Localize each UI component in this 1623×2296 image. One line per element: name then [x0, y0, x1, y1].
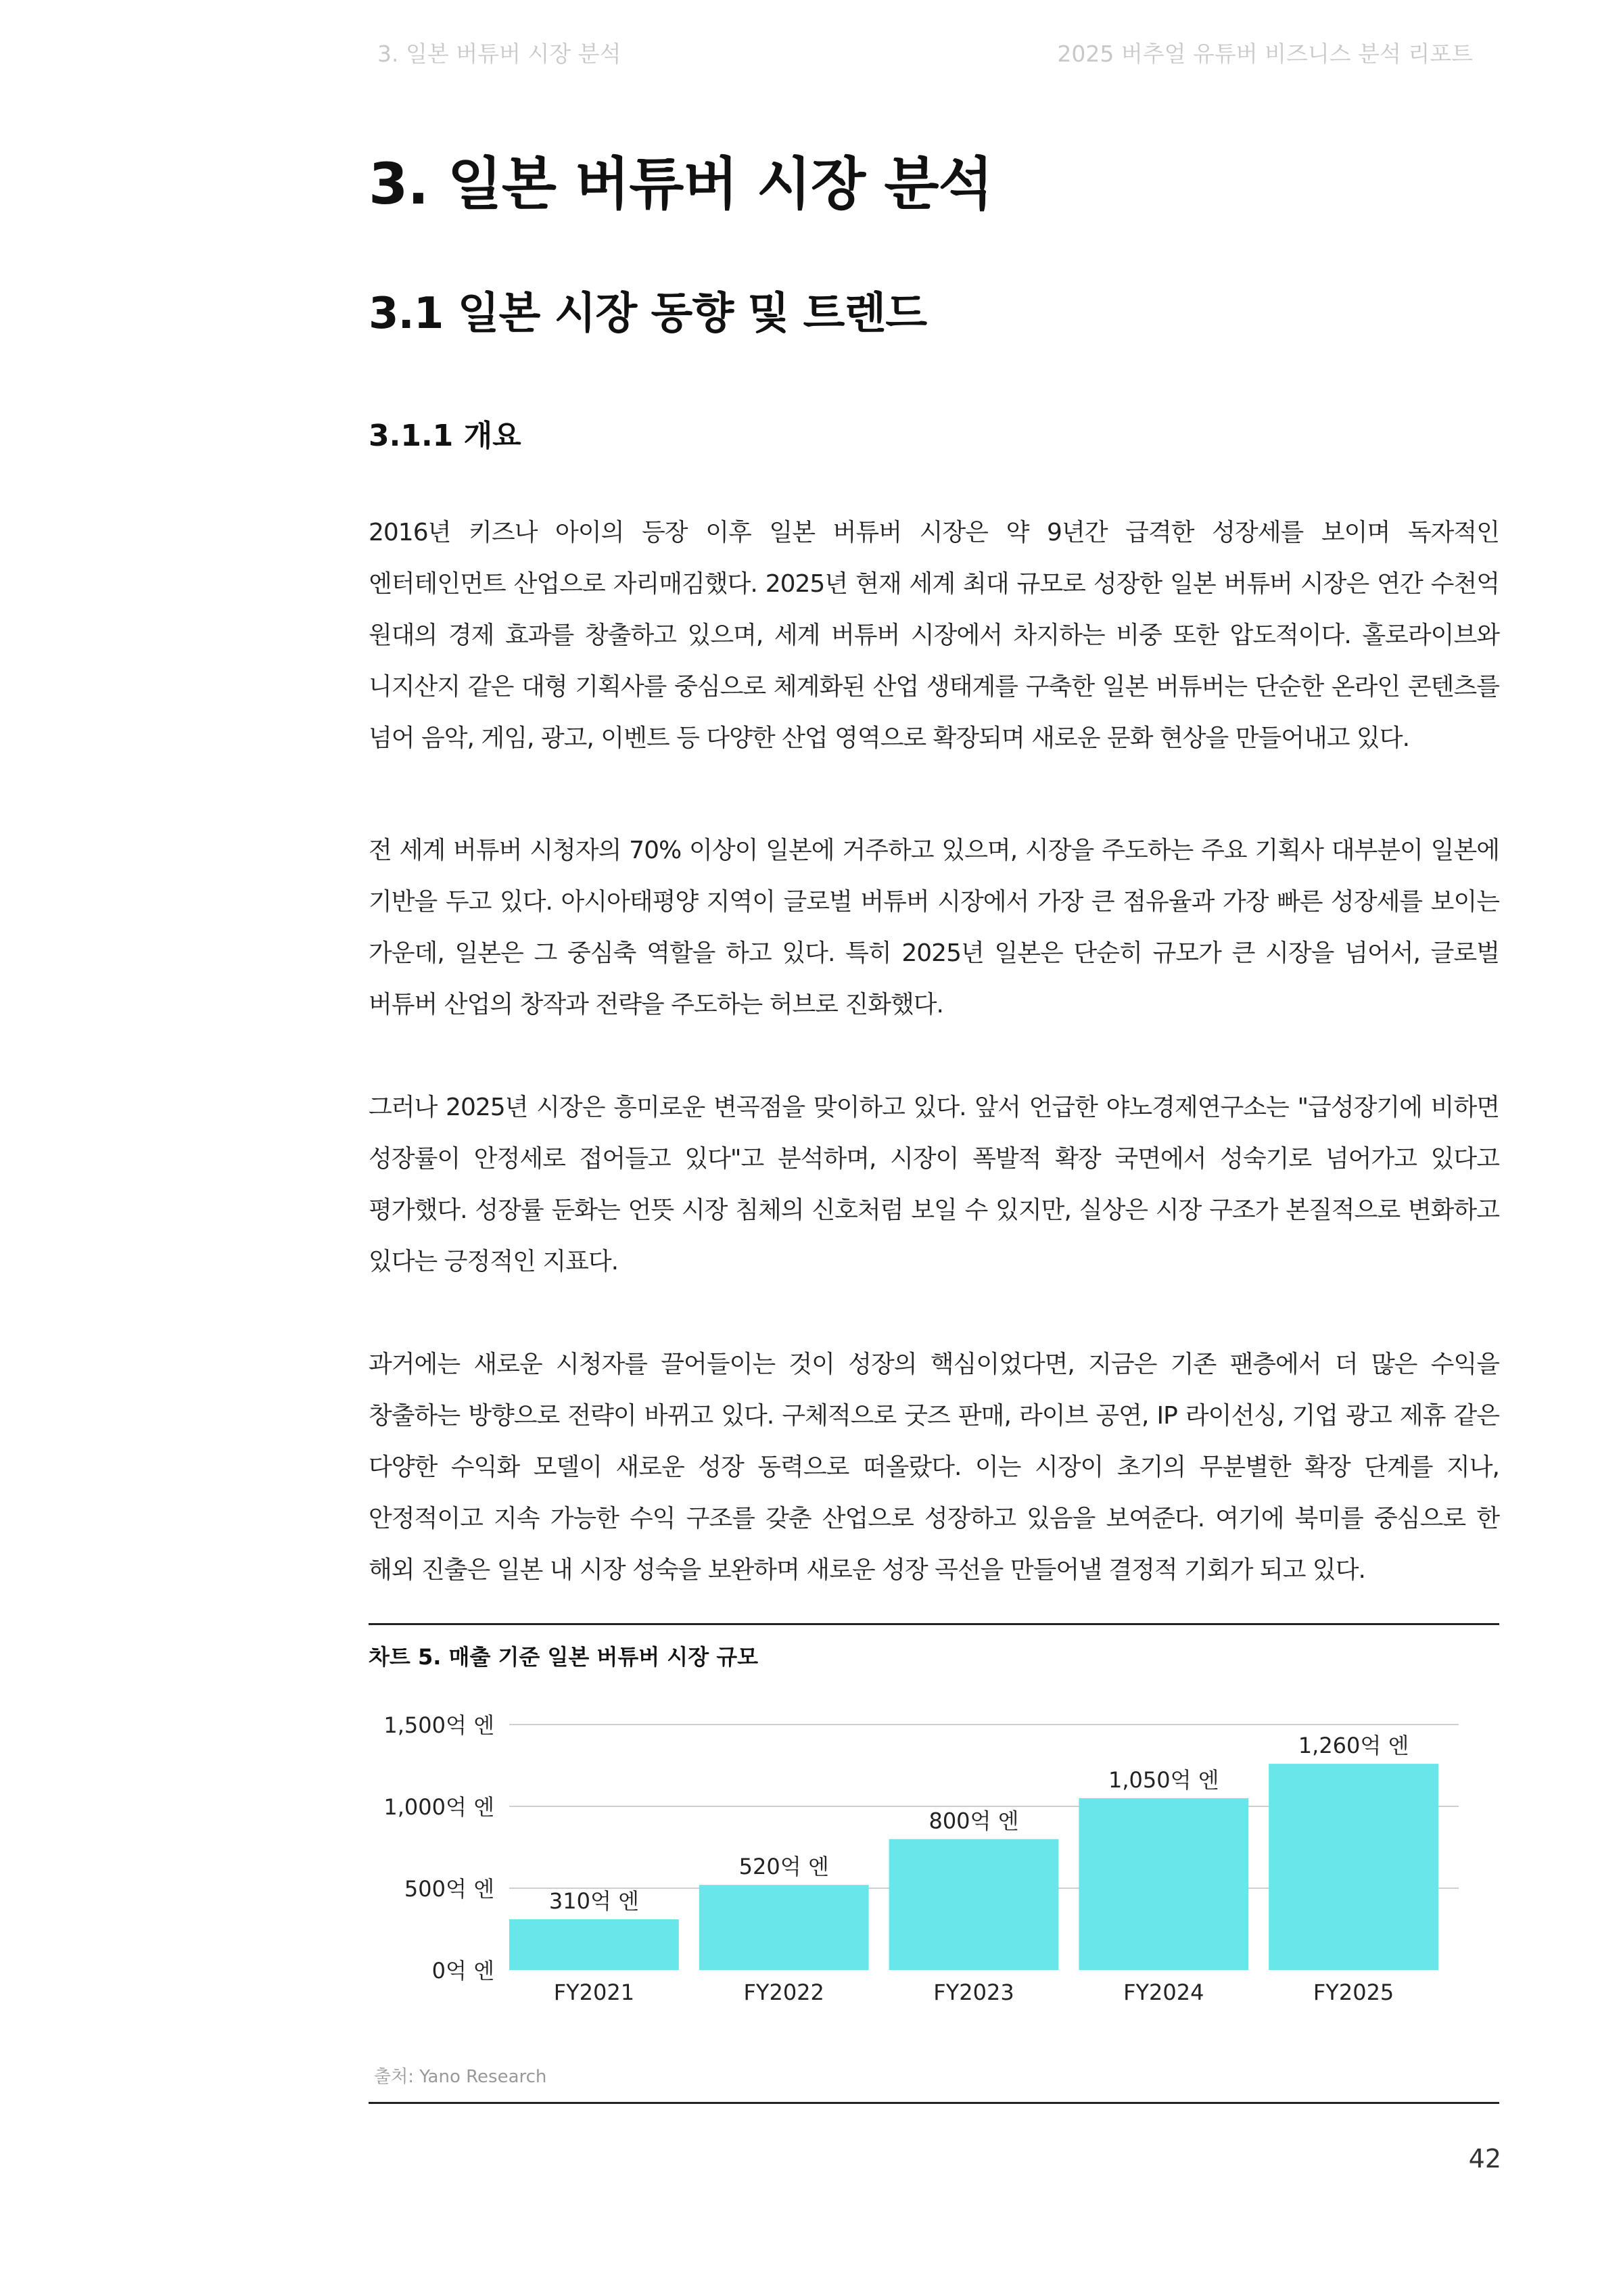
- x-tick-label: FY2024: [1123, 1979, 1204, 2005]
- data-label: 520억 엔: [738, 1854, 829, 1880]
- chart-title: 차트 5. 매출 기준 일본 버튜버 시장 규모: [369, 1644, 759, 1670]
- x-tick-label: FY2022: [743, 1979, 824, 2005]
- x-tick-label: FY2021: [553, 1979, 635, 2005]
- y-tick-label: 0억 엔: [431, 1958, 494, 1984]
- bar: [889, 1839, 1059, 1970]
- page-number: 42: [1468, 2144, 1501, 2174]
- bar-chart: [369, 1697, 1499, 2036]
- data-label: 1,050억 엔: [1108, 1766, 1219, 1793]
- paragraph-3: 그러나 2025년 시장은 흥미로운 변곡점을 맞이하고 있다. 앞서 언급한 야노경제연구소는 "급성장기에 비하면 성장률이 안정세로 접어들고 있다"고 분석하며, 시장이 폭발적 확장 국면에서 성숙기로 넘어가고 있다고 평가했다. 성장률 둔화는 언뜻 시장 침체의 신호처럼 보일 수 있지만, 실상은 시장 구조가 본질적으로 변화하고 있다는 긍정적인 지표다.: [369, 1094, 1499, 1275]
- data-label: 1,260억 엔: [1298, 1733, 1409, 1759]
- x-tick-label: FY2025: [1313, 1979, 1394, 2005]
- chart-bottom-rule: [369, 2102, 1499, 2104]
- header-section-title: 3. 일본 버튜버 시장 분석: [377, 41, 621, 67]
- chart-top-rule: [369, 1623, 1499, 1625]
- paragraph-4: 과거에는 새로운 시청자를 끌어들이는 것이 성장의 핵심이었다면, 지금은 기존 팬층에서 더 많은 수익을 창출하는 방향으로 전략이 바뀌고 있다. 구체적으로 굿즈 판매, 라이브 공연, IP 라이선싱, 기업 광고 제휴 같은 다양한 수익화 모델이 새로운 성장 동력으로 떠올랐다. 이는 시장이 초기의 무분별한 확장 단계를 지나, 안정적이고 지속 가능한 수익 구조를 갖춘 산업으로 성장하고 있음을 보여준다. 여기에 북미를 중심으로 한 해외 진출은 일본 내 시장 성숙을 보완하며 새로운 성장 곡선을 만들어낼 결정적 기회가 되고 있다.: [369, 1351, 1499, 1584]
- header-report-title: 2025 버추얼 유튜버 비즈니스 분석 리포트: [1057, 41, 1473, 67]
- y-tick-label: 1,500억 엔: [383, 1712, 494, 1738]
- data-label: 800억 엔: [928, 1808, 1019, 1834]
- subsection-title: 3.1.1 개요: [369, 419, 521, 453]
- section-title: 3.1 일본 시장 동향 및 트렌드: [369, 289, 927, 339]
- data-label: 310억 엔: [548, 1888, 639, 1914]
- x-tick-label: FY2023: [933, 1979, 1014, 2005]
- bar: [509, 1919, 679, 1970]
- bar: [1079, 1798, 1248, 1970]
- y-tick-label: 1,000억 엔: [383, 1794, 494, 1820]
- bar: [699, 1885, 869, 1970]
- paragraph-1: 2016년 키즈나 아이의 등장 이후 일본 버튜버 시장은 약 9년간 급격한 성장세를 보이며 독자적인 엔터테인먼트 산업으로 자리매김했다. 2025년 현재 세계 최대 규모로 성장한 일본 버튜버 시장은 연간 수천억 원대의 경제 효과를 창출하고 있으며, 세계 버튜버 시장에서 차지하는 비중 또한 압도적이다. 홀로라이브와 니지산지 같은 대형 기획사를 중심으로 체계화된 산업 생태계를 구축한 일본 버튜버는 단순한 온라인 콘텐츠를 넘어 음악, 게임, 광고, 이벤트 등 다양한 산업 영역으로 확장되며 새로운 문화 현상을 만들어내고 있다.: [369, 519, 1499, 752]
- chapter-title: 3. 일본 버튜버 시장 분석: [369, 151, 993, 217]
- bar: [1269, 1764, 1438, 1970]
- running-header: [0, 37, 1623, 77]
- paragraph-2: 전 세계 버튜버 시청자의 70% 이상이 일본에 거주하고 있으며, 시장을 주도하는 주요 기획사 대부분이 일본에 기반을 두고 있다. 아시아태평양 지역이 글로벌 버튜버 시장에서 가장 큰 점유율과 가장 빠른 성장세를 보이는 가운데, 일본은 그 중심축 역할을 하고 있다. 특히 2025년 일본은 단순히 규모가 큰 시장을 넘어서, 글로벌 버튜버 산업의 창작과 전략을 주도하는 허브로 진화했다.: [369, 837, 1499, 1018]
- y-tick-label: 500억 엔: [404, 1876, 494, 1902]
- chart-source: 출처: Yano Research: [374, 2067, 547, 2087]
